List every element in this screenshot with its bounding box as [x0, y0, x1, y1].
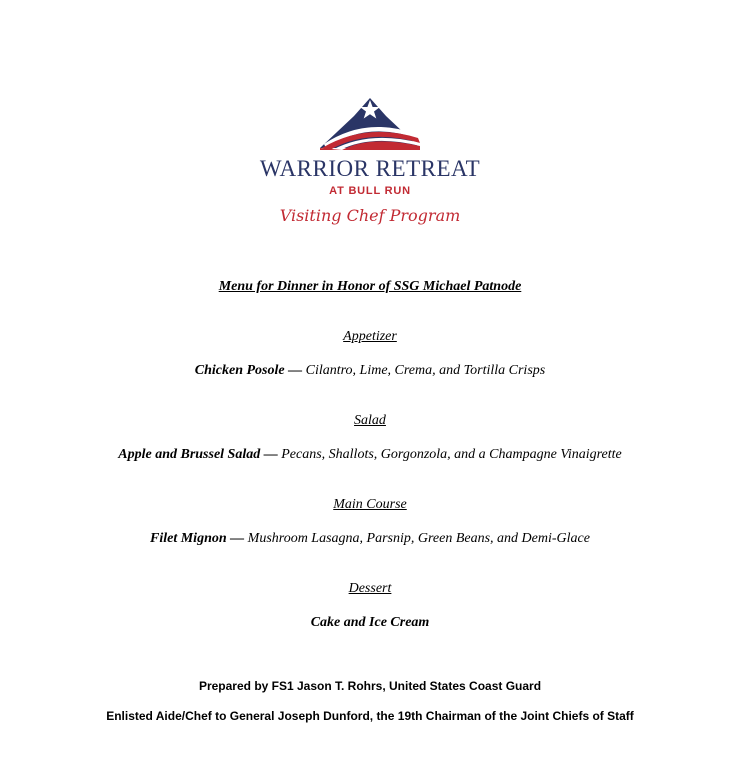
- brand-subtitle: AT BULL RUN: [329, 185, 411, 197]
- chef-credential: Enlisted Aide/Chef to General Joseph Dunford, the 19th Chairman of the Joint Chiefs of Staff: [106, 709, 634, 723]
- course-item-main: [0, 531, 740, 547]
- dish-description: Pecans, Shallots, Gorgonzola, and a Champagne Vinaigrette: [281, 447, 622, 462]
- warrior-retreat-logo: [320, 92, 420, 150]
- menu-title: Menu for Dinner in Honor of SSG Michael Patnode: [218, 279, 522, 294]
- dish-separator: —: [260, 447, 282, 462]
- dish-separator: —: [226, 531, 248, 546]
- dish-description: Cilantro, Lime, Crema, and Tortilla Crisps: [305, 363, 546, 378]
- course-item-appetizer: [0, 363, 740, 379]
- course-heading-dessert: Dessert: [348, 581, 392, 596]
- course-heading-salad: Salad: [354, 413, 386, 428]
- program-name: Visiting Chef Program: [279, 206, 461, 225]
- dish-separator: —: [284, 363, 306, 378]
- prepared-by: Prepared by FS1 Jason T. Rohrs, United States Coast Guard: [198, 679, 542, 693]
- course-item-dessert: [0, 615, 740, 631]
- course-item-salad: [0, 447, 740, 463]
- dish-name: Chicken Posole: [194, 363, 285, 378]
- dish-name: Apple and Brussel Salad: [118, 447, 261, 462]
- dish-name: Filet Mignon: [150, 531, 227, 546]
- course-heading-appetizer: Appetizer: [343, 329, 397, 344]
- dish-name: Cake and Ice Cream: [310, 615, 430, 630]
- course-heading-main: Main Course: [333, 497, 407, 512]
- dish-description: Mushroom Lasagna, Parsnip, Green Beans, and Demi-Glace: [247, 531, 590, 546]
- brand-title: WARRIOR RETREAT: [259, 156, 481, 181]
